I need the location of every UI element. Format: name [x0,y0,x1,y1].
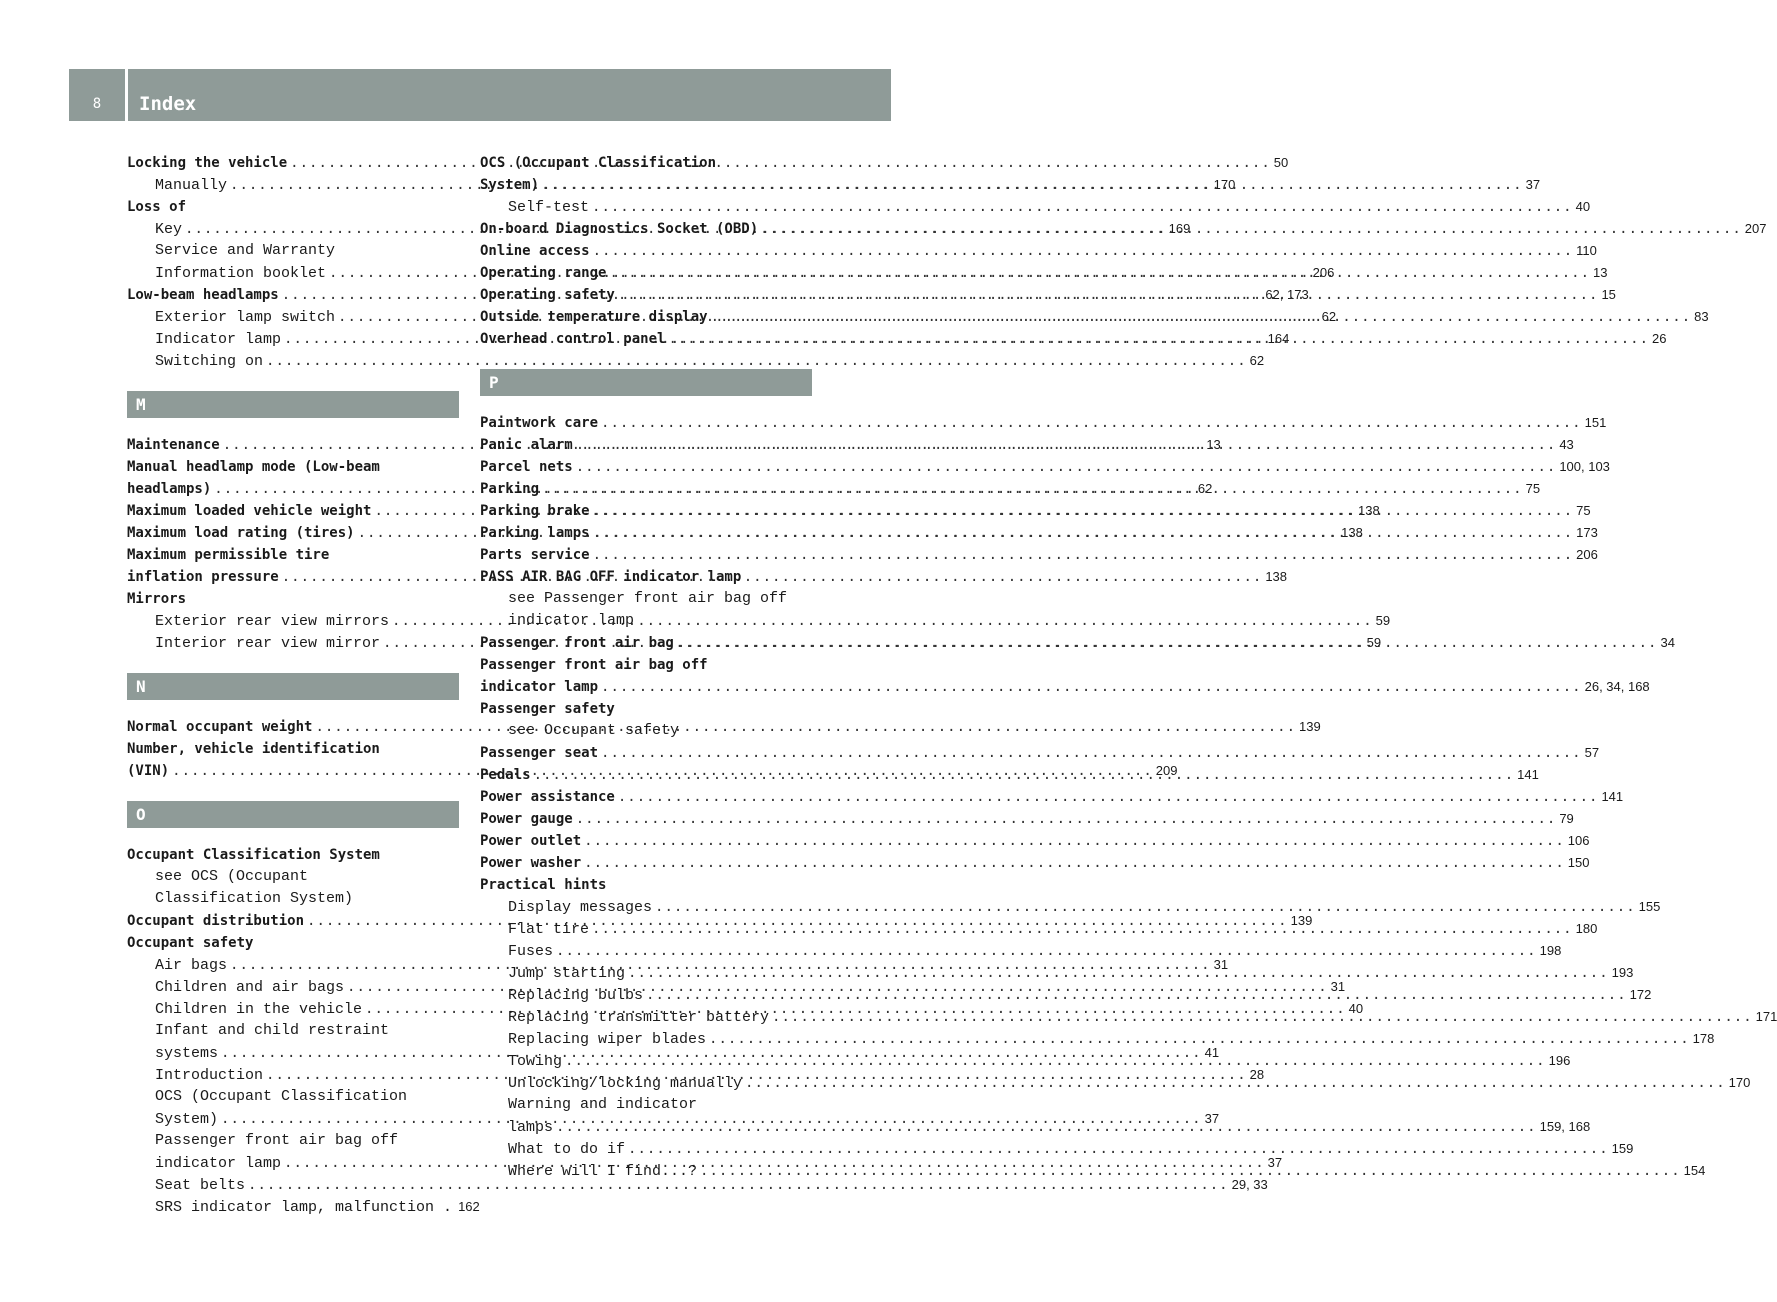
page-reference: 139 [1299,719,1321,734]
entry-term: Fuses [508,943,554,960]
dot-leader [700,1160,1681,1182]
page-reference: 59 [1375,613,1391,628]
page-reference: 150 [1567,855,1590,870]
entry-term: lamps [508,1119,554,1136]
dot-leader [584,830,1565,852]
page-reference: 29, 33 [1231,1177,1268,1192]
index-entry [127,456,459,478]
letter-heading-o: O [127,801,459,828]
page-reference: 178 [1692,1031,1715,1046]
page-reference: 13 [1206,437,1221,452]
page-reference: 31 [1213,957,1229,972]
page-reference: 209 [1155,763,1178,778]
index-entry [480,830,1590,852]
entry-term: Loss of [127,199,187,215]
entry-term: Service and Warranty [155,242,336,259]
page-reference: 62 [1249,353,1265,368]
index-entry [127,196,459,218]
page-reference: 141 [1517,767,1539,782]
page-reference: 139 [1290,913,1313,928]
page-number: 8 [92,96,102,112]
entry-term: Jump starting [508,965,626,982]
index-entry [480,676,1650,698]
dot-leader [592,196,1573,218]
page-reference: 37 [1267,1155,1283,1170]
page-reference: 207 [1744,221,1767,236]
dot-leader [655,896,1636,918]
entry-term: Passenger safety [480,701,615,717]
entry-term: Warning and indicator [508,1096,698,1113]
index-entry [127,588,459,610]
page-reference: 180 [1575,921,1598,936]
entry-term: Passenger front air bag off [480,657,708,673]
entry-term: Power gauge [480,811,573,827]
page-reference: 138 [1358,503,1380,518]
page-reference: 26, 34, 168 [1584,679,1650,694]
entry-term: Panic alarm [480,437,573,453]
entry-term: SRS indicator lamp, malfunction . [155,1199,453,1216]
page-reference: 170 [1728,1075,1751,1090]
index-subentry [127,1174,1268,1196]
page-reference: 37 [1204,1111,1220,1126]
page-reference: 40 [1575,199,1591,214]
page-reference: 162 [458,1199,480,1214]
entry-term: Where will I find...? [508,1163,698,1180]
entry-term: Display messages [508,899,653,916]
page-reference: 173 [1576,525,1598,540]
page-reference: 75 [1525,481,1541,496]
index-subentry [127,1086,459,1108]
page-reference: 40 [1348,1001,1364,1016]
index-entry [480,654,812,676]
index-subentry [480,610,812,632]
entry-term: Classification System) [155,890,354,907]
page-reference: 151 [1584,415,1607,430]
page-reference: 164 [1267,331,1290,346]
entry-term: Maximum load rating (tires) [127,525,355,541]
page-reference: 34 [1660,635,1675,650]
entry-term: Number, vehicle identification [127,741,380,757]
entry-term: Online access [480,243,590,259]
entry-term: Power washer [480,855,582,871]
entry-term: Children in the vehicle [155,1001,363,1018]
entry-term: Parts service [480,547,590,563]
index-entry [480,742,1600,764]
entry-term: Locking the vehicle [127,155,288,171]
page-reference: 79 [1559,811,1574,826]
page-reference: 62 [1321,309,1337,324]
index-entry [480,698,812,720]
entry-term: Occupant safety [127,935,254,951]
page-reference: 37 [1525,177,1541,192]
page-reference: 75 [1576,503,1591,518]
page-reference: 15 [1601,287,1616,302]
page-reference: 196 [1548,1053,1571,1068]
entry-term: Occupant distribution [127,913,305,929]
page-reference: 138 [1341,525,1363,540]
entry-term: What to do if [508,1141,626,1158]
index-subentry [127,866,459,888]
entry-term: Power assistance [480,789,615,805]
entry-term: Maximum loaded vehicle weight [127,503,372,519]
dot-leader [745,1072,1726,1094]
index-entry [127,932,459,954]
dot-leader [618,786,1599,808]
entry-term: Practical hints [480,877,607,893]
dot-leader [601,676,1582,698]
index-entry [480,874,812,896]
entry-term: Low-beam headlamps [127,287,279,303]
index-entry [480,786,1624,808]
index-entry [480,456,1610,478]
dot-leader [646,984,1627,1006]
page-reference: 31 [1330,979,1346,994]
entry-term: see Passenger front air bag off [508,590,788,607]
entry-term: Exterior rear view mirrors [155,613,390,630]
entry-term: indicator lamp [480,679,599,695]
page-reference: 172 [1629,987,1652,1002]
index-subentry [127,1020,459,1042]
header-divider [125,69,128,121]
index-entry [480,808,1574,830]
dot-leader [542,478,1523,500]
entry-term: Mirrors [127,591,187,607]
dot-leader [593,522,1574,544]
index-subentry [480,720,812,742]
page-reference: 193 [1611,965,1634,980]
index-subentry [480,588,812,610]
letter-heading-p: P [480,369,812,396]
entry-term: Key [155,221,183,238]
dot-leader [618,284,1599,306]
index-subentry [480,1028,1715,1050]
dot-leader [761,218,1742,240]
dot-leader [565,1050,1546,1072]
entry-term: Exterior lamp switch [155,309,336,326]
dot-leader [711,306,1692,328]
dot-leader [542,174,1523,196]
index-entry [127,544,459,566]
entry-term: Indicator lamp [155,331,282,348]
page-reference: 138 [1265,569,1288,584]
entry-term: indicator lamp [508,612,635,629]
index-entry [127,844,459,866]
dot-leader [576,434,1557,456]
entry-term: see Occupant safety [508,722,680,739]
dot-leader [593,544,1574,566]
entry-term: Occupant Classification System [127,847,380,863]
index-entry [127,738,459,760]
page-reference: 62 [1197,481,1213,496]
entry-term: Passenger seat [480,745,599,761]
entry-term: Interior rear view mirror [155,635,381,652]
entry-term: Overhead control panel [480,331,666,347]
page-reference: 141 [1601,789,1624,804]
page-reference: 159, 168 [1539,1119,1591,1134]
dot-leader [628,1138,1609,1160]
entry-term: OCS (Occupant Classification [480,155,717,171]
entry-term: Children and air bags [155,979,345,996]
entry-term: Passenger front air bag [480,635,674,651]
dot-leader [709,1028,1690,1050]
page-reference: 26 [1652,331,1667,346]
index-subentry [127,1130,459,1152]
page-reference: 198 [1539,943,1562,958]
page-reference: 43 [1559,437,1574,452]
entry-term: Operating safety [480,287,615,303]
entry-term: Maximum permissible tire [127,547,330,563]
entry-term: Paintwork care [480,415,599,431]
entry-term: Parking lamps [480,525,590,541]
page-reference: 59 [1366,635,1382,650]
entry-term: Towing [508,1053,563,1070]
page-reference: 83 [1694,309,1709,324]
dot-leader [593,500,1574,522]
entry-term: (VIN) [127,763,170,779]
entry-term: inflation pressure [127,569,279,585]
page-reference: 159 [1611,1141,1634,1156]
page-reference: 169 [1168,221,1191,236]
entry-term: Information booklet [155,265,327,282]
page-reference: 28 [1249,1067,1265,1082]
entry-term: Outside temperature display [480,309,708,325]
dot-leader [593,240,1574,262]
dot-leader [628,962,1609,984]
entry-term: Parking [480,481,540,497]
dot-leader [592,918,1573,940]
index-subentry [480,196,1591,218]
dot-leader [576,456,1557,478]
entry-term: On-board Diagnostics Socket (OBD) [480,221,759,237]
index-subentry [127,888,459,910]
index-entry [480,566,812,588]
page-reference: 154 [1683,1163,1706,1178]
entry-term: Operating range [480,265,607,281]
page-reference: 50 [1273,155,1289,170]
page-reference: 62, 173 [1265,287,1309,302]
index-subentry [480,1094,812,1116]
entry-term: Pedals [480,767,531,783]
index-entry [480,412,1607,434]
dot-leader [772,1006,1753,1028]
index-subentry [480,940,1562,962]
entry-term: Replacing transmitter battery [508,1009,770,1026]
dot-leader [534,764,1515,786]
index-subentry [127,240,459,262]
index-subentry [480,1138,1634,1160]
index-entry [480,544,1598,566]
entry-term: Replacing bulbs [508,987,644,1004]
page-reference: 41 [1204,1045,1220,1060]
entry-term: Passenger front air bag off [155,1132,399,1149]
page-reference: 13 [1593,265,1608,280]
entry-term: see OCS (Occupant [155,868,309,885]
page-reference: 110 [1576,243,1597,258]
dot-leader [609,262,1590,284]
page-reference: 170 [1213,177,1236,192]
entry-term: Manual headlamp mode (Low-beam [127,459,380,475]
page-reference: 106 [1567,833,1590,848]
entry-term: Parking brake [480,503,590,519]
page-reference: 206 [1576,547,1598,562]
entry-term: PASS AIR BAG OFF indicator lamp [480,569,742,585]
page-header [69,69,891,121]
page-reference: 57 [1584,745,1600,760]
index-subentry [127,350,1265,372]
entry-term: Parcel nets [480,459,573,475]
entry-term: Air bags [155,957,228,974]
page-reference: 100, 103 [1559,459,1610,474]
index-entry [480,240,1597,262]
dot-leader [601,742,1582,764]
dot-leader [556,1116,1537,1138]
entry-term: systems [155,1045,219,1062]
entry-term: System) [155,1111,219,1128]
dot-leader [668,328,1649,350]
page-reference: 155 [1638,899,1661,914]
entry-term: Seat belts [155,1177,246,1194]
dot-leader [556,940,1537,962]
section-title: Index [139,93,197,115]
index-subentry [127,1196,480,1218]
page-reference: 206 [1312,265,1335,280]
entry-term: Flat tire [508,921,590,938]
index-subentry [480,896,1661,918]
entry-term: Normal occupant weight [127,719,313,735]
letter-heading-m: M [127,391,459,418]
entry-term: Infant and child restraint [155,1022,390,1039]
entry-term: Manually [155,177,228,194]
entry-term: Unlocking/locking manually [508,1075,743,1092]
entry-term: headlamps) [127,481,212,497]
page-reference: 171 [1755,1009,1777,1024]
entry-term: Maintenance [127,437,220,453]
dot-leader [584,852,1565,874]
entry-term: Self-test [508,199,590,216]
dot-leader [576,808,1557,830]
entry-term: System) [480,177,540,193]
entry-term: indicator lamp [155,1155,282,1172]
index-entry [480,852,1590,874]
entry-term: Power outlet [480,833,582,849]
entry-term: OCS (Occupant Classification [155,1088,408,1105]
dot-leader [601,412,1582,434]
index-entry [480,152,812,174]
dot-leader [677,632,1658,654]
entry-term: Switching on [155,353,264,370]
entry-term: Introduction [155,1067,264,1084]
letter-heading-n: N [127,673,459,700]
entry-term: Replacing wiper blades [508,1031,707,1048]
